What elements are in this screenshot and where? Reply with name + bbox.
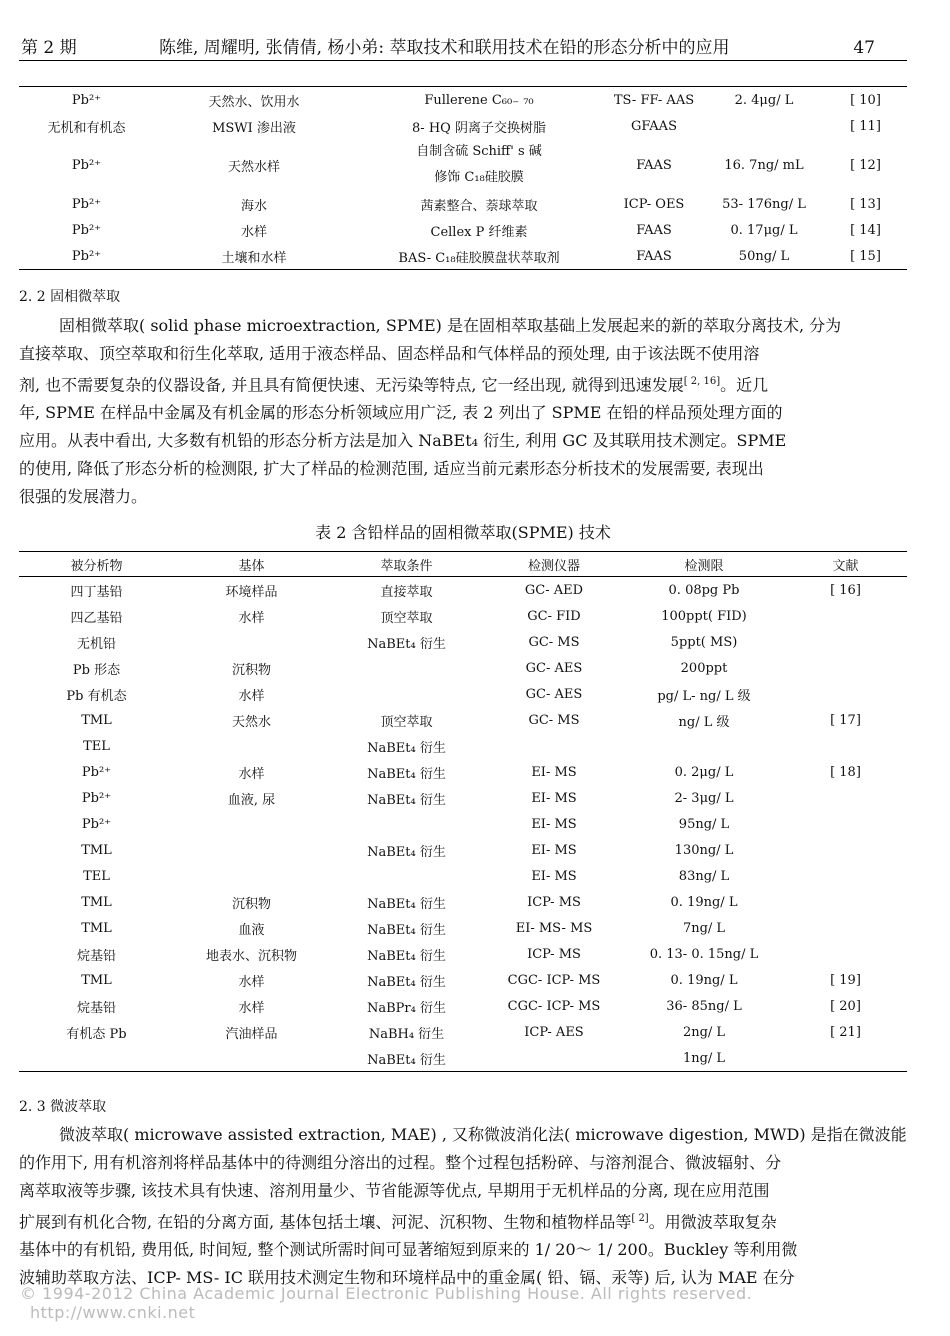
table-cell bbox=[329, 811, 484, 837]
table-cell: 海水 bbox=[240, 198, 267, 214]
paragraph-text: 。近几 bbox=[720, 375, 769, 395]
table-cell: TML bbox=[81, 712, 112, 728]
paragraph-text: 扩展到有机化合物, 在铅的分离方面, 基体包括土壤、河泥、沉积物、生物和植物样品等 bbox=[19, 1212, 632, 1232]
table-cell bbox=[784, 785, 907, 811]
table1-row bbox=[19, 191, 907, 217]
table-cell: 沉积物 bbox=[231, 896, 271, 912]
table2 bbox=[19, 551, 907, 1072]
column-header: 基体 bbox=[174, 552, 329, 577]
table2-row bbox=[19, 681, 907, 707]
table-cell: ICP- OES bbox=[623, 196, 685, 212]
table-cell: 8- HQ 阴离子交换树脂 bbox=[412, 120, 546, 136]
table-cell: 土壤和水样 bbox=[221, 250, 287, 266]
table-cell bbox=[784, 811, 907, 837]
paragraph-line: 基体中的有机铅, 费用低, 时间短, 整个测试所需时间可显著缩短到原来的 1/ 20～ 1/ 200。Buckley 等利用微 bbox=[19, 1240, 798, 1260]
table-cell: ICP- MS bbox=[527, 946, 581, 962]
table-cell: 水样 bbox=[238, 688, 265, 704]
paragraph-line: 的作用下, 用有机溶剂将样品基体中的待测组分溶出的过程。整个过程包括粉碎、与溶剂混合、微波辐射、分 bbox=[19, 1153, 782, 1172]
table-cell: EI- MS bbox=[531, 842, 577, 858]
table-cell: ICP- MS bbox=[527, 894, 581, 910]
table-cell: NaBEt₄ 衍生 bbox=[367, 740, 446, 756]
table-cell: CGC- ICP- MS bbox=[507, 998, 601, 1014]
table-cell: pg/ L- ng/ L 级 bbox=[657, 688, 751, 704]
table2-row bbox=[19, 863, 907, 889]
table-cell: 水样 bbox=[240, 224, 267, 240]
table-cell: 水样 bbox=[238, 974, 265, 990]
table-cell: 直接萃取 bbox=[380, 584, 433, 600]
table-cell: 5ppt( MS) bbox=[670, 634, 738, 650]
citation-superscript: [ 2] bbox=[631, 1213, 649, 1224]
table-cell bbox=[784, 681, 907, 707]
table2-caption: 表 2 含铅样品的固相微萃取(SPME) 技术 bbox=[315, 523, 611, 542]
table-cell: 顶空萃取 bbox=[380, 714, 433, 730]
paragraph-text: 。用微波萃取复杂 bbox=[648, 1212, 777, 1232]
paragraph-text: 剂, 也不需要复杂的仪器设备, 并且具有简便快速、无污染等特点, 它一经出现, 就得到迅速发展 bbox=[19, 375, 684, 395]
table-cell: Pb²⁺ bbox=[81, 790, 112, 806]
table2-row bbox=[19, 1019, 907, 1045]
table-cell: Pb²⁺ bbox=[71, 222, 102, 238]
table-cell: 83ng/ L bbox=[678, 868, 730, 884]
table2-row bbox=[19, 915, 907, 941]
table-cell: TML bbox=[81, 972, 112, 988]
table-cell: NaBEt₄ 衍生 bbox=[367, 974, 446, 990]
copyright-text: © 1994-2012 China Academic Journal Electronic Publishing House. All rights reserved. bbox=[20, 1284, 753, 1303]
table-cell: NaBEt₄ 衍生 bbox=[367, 1052, 446, 1068]
table2-row bbox=[19, 941, 907, 967]
table-cell: Pb²⁺ bbox=[71, 196, 102, 212]
paragraph-line: 年, SPME 在样品中金属及有机金属的形态分析领域应用广泛, 表 2 列出了 SPME 在铅的样品预处理方面的 bbox=[19, 403, 783, 423]
table-cell bbox=[784, 1045, 907, 1072]
table-cell: Pb²⁺ bbox=[71, 248, 102, 264]
issue-label: 第 2 期 bbox=[21, 38, 77, 58]
table-cell bbox=[174, 811, 329, 837]
section-2-2-heading: 2. 2 固相微萃取 bbox=[19, 289, 121, 305]
paragraph-line bbox=[19, 1205, 907, 1236]
table-cell bbox=[784, 915, 907, 941]
table-cell: CGC- ICP- MS bbox=[507, 972, 601, 988]
table-cell: NaBEt₄ 衍生 bbox=[367, 636, 446, 652]
table2-row bbox=[19, 967, 907, 993]
table-cell: 自制含硫 Schiff' s 碱 修饰 C₁₈硅胶膜 bbox=[416, 144, 542, 185]
table-cell: NaBEt₄ 衍生 bbox=[367, 792, 446, 808]
table-cell: 水样 bbox=[238, 1000, 265, 1016]
table-cell: 天然水、饮用水 bbox=[208, 94, 300, 110]
table-cell bbox=[329, 863, 484, 889]
table-cell: GC- AES bbox=[525, 660, 583, 676]
table-cell: 53- 176ng/ L bbox=[722, 196, 806, 212]
table1-continued bbox=[19, 86, 907, 270]
table-cell: 0. 19ng/ L bbox=[670, 972, 738, 988]
table-cell: 水样 bbox=[238, 766, 265, 782]
table-cell: 0. 17μg/ L bbox=[730, 222, 798, 238]
cnki-url: http://www.cnki.net bbox=[30, 1303, 196, 1322]
table-cell: [ 10] bbox=[850, 92, 881, 108]
table-cell: 环境样品 bbox=[225, 584, 278, 600]
table-cell: NaBEt₄ 衍生 bbox=[367, 922, 446, 938]
section-2-3-body bbox=[19, 1121, 907, 1292]
table-cell bbox=[174, 629, 329, 655]
section-2-3-heading: 2. 3 微波萃取 bbox=[19, 1099, 107, 1115]
column-header: 萃取条件 bbox=[329, 552, 484, 577]
table-cell: FAAS bbox=[636, 222, 672, 238]
column-header: 文献 bbox=[784, 552, 907, 577]
paragraph-line: 很强的发展潜力。 bbox=[19, 487, 148, 507]
table-cell: Fullerene C₆₀₋ ₇₀ bbox=[424, 92, 534, 108]
table2-row bbox=[19, 577, 907, 604]
table-cell bbox=[329, 681, 484, 707]
table-cell: Pb²⁺ bbox=[71, 92, 102, 108]
table-cell: TEL bbox=[83, 738, 110, 754]
paragraph-line: 微波萃取( microwave assisted extraction, MAE) , 又称微波消化法( microwave digestion, MWD) 是指在微波能 bbox=[59, 1125, 907, 1144]
table-cell: Pb 有机态 bbox=[66, 688, 127, 704]
table-cell: 16. 7ng/ mL bbox=[724, 157, 804, 173]
table2-header-row bbox=[19, 552, 907, 577]
table-cell: 四丁基铅 bbox=[70, 584, 123, 600]
table-cell: 100ppt( FID) bbox=[661, 608, 747, 624]
table-cell bbox=[174, 733, 329, 759]
table-cell: 天然水 bbox=[231, 714, 271, 730]
table-cell bbox=[174, 863, 329, 889]
paragraph-line: 直接萃取、顶空萃取和衍生化萃取, 适用于液态样品、固态样品和气体样品的预处理, 由于该法既不使用溶 bbox=[19, 344, 760, 363]
table2-row bbox=[19, 603, 907, 629]
table-cell bbox=[784, 889, 907, 915]
table-cell bbox=[484, 1045, 624, 1072]
table-cell: GC- MS bbox=[528, 634, 580, 650]
table-cell: EI- MS bbox=[531, 764, 577, 780]
table-cell: [ 11] bbox=[850, 118, 881, 134]
table-cell: [ 13] bbox=[850, 196, 881, 212]
table-cell: 200ppt bbox=[680, 660, 728, 676]
table-cell: 地表水、沉积物 bbox=[205, 948, 297, 964]
table-cell: NaBH₄ 衍生 bbox=[368, 1026, 445, 1042]
table-cell: TML bbox=[81, 894, 112, 910]
table-cell bbox=[784, 629, 907, 655]
table-cell: ICP- AES bbox=[524, 1024, 584, 1040]
section-2-2-body bbox=[19, 312, 907, 511]
table-cell: 36- 85ng/ L bbox=[666, 998, 742, 1014]
table-cell: EI- MS- MS bbox=[515, 920, 593, 936]
paragraph-line bbox=[19, 368, 907, 399]
table-cell: TEL bbox=[83, 868, 110, 884]
table-cell: 2- 3μg/ L bbox=[674, 790, 734, 806]
table-cell: 0. 08pg Pb bbox=[668, 582, 740, 598]
table-cell: 7ng/ L bbox=[682, 920, 726, 936]
table2-row bbox=[19, 889, 907, 915]
table-cell: [ 20] bbox=[830, 998, 861, 1014]
table-cell: [ 15] bbox=[850, 248, 881, 264]
paragraph-line: 应用。从表中看出, 大多数有机铅的形态分析方法是加入 NaBEt₄ 衍生, 利用 GC 及其联用技术测定。SPME bbox=[19, 431, 787, 451]
table-cell bbox=[784, 941, 907, 967]
table-cell: [ 16] bbox=[830, 582, 861, 598]
table-cell: 血液, 尿 bbox=[227, 792, 276, 808]
table-cell: NaBEt₄ 衍生 bbox=[367, 948, 446, 964]
table-cell bbox=[784, 733, 907, 759]
table-cell: 无机和有机态 bbox=[47, 120, 126, 136]
table-cell: TML bbox=[81, 842, 112, 858]
table-cell: EI- MS bbox=[531, 816, 577, 832]
column-header: 检测限 bbox=[624, 552, 784, 577]
table-cell bbox=[784, 655, 907, 681]
table-cell: GC- MS bbox=[528, 712, 580, 728]
table-cell: 烷基铅 bbox=[76, 948, 116, 964]
table-cell: 血液 bbox=[238, 922, 265, 938]
table-cell bbox=[624, 733, 784, 759]
table-cell: EI- MS bbox=[531, 868, 577, 884]
table-cell: Pb²⁺ bbox=[81, 816, 112, 832]
table2-row bbox=[19, 759, 907, 785]
table-cell: ng/ L 级 bbox=[678, 714, 730, 730]
table-cell: MSWI 渗出液 bbox=[212, 120, 296, 136]
table1-row bbox=[19, 139, 907, 191]
table-cell: [ 17] bbox=[830, 712, 861, 728]
table-cell bbox=[19, 1045, 174, 1072]
table-cell: 130ng/ L bbox=[674, 842, 734, 858]
table-cell bbox=[704, 113, 824, 139]
table-cell: 水样 bbox=[238, 610, 265, 626]
table-cell: GC- AES bbox=[525, 686, 583, 702]
table-cell bbox=[174, 1045, 329, 1072]
table-cell: 汽油样品 bbox=[225, 1026, 278, 1042]
table-cell: Pb²⁺ bbox=[71, 157, 102, 173]
table-cell: 茜素整合、萘球萃取 bbox=[420, 198, 538, 214]
table-cell: 天然水样 bbox=[227, 159, 280, 175]
table-cell: [ 19] bbox=[830, 972, 861, 988]
table-cell: 烷基铅 bbox=[76, 1000, 116, 1016]
table-cell: EI- MS bbox=[531, 790, 577, 806]
table-cell: 顶空萃取 bbox=[380, 610, 433, 626]
table-cell: TML bbox=[81, 920, 112, 936]
paragraph-line: 固相微萃取( solid phase microextraction, SPME) 是在固相萃取基础上发展起来的新的萃取分离技术, 分为 bbox=[59, 316, 842, 335]
table-cell: 1ng/ L bbox=[682, 1050, 726, 1066]
table-cell: [ 21] bbox=[830, 1024, 861, 1040]
table-cell: 0. 13- 0. 15ng/ L bbox=[649, 946, 759, 962]
running-header bbox=[19, 36, 907, 61]
table-cell: NaBEt₄ 衍生 bbox=[367, 844, 446, 860]
table-cell: 无机铅 bbox=[76, 636, 116, 652]
table2-row bbox=[19, 785, 907, 811]
table-cell: [ 18] bbox=[830, 764, 861, 780]
table-cell: 2. 4μg/ L bbox=[734, 92, 794, 108]
table-cell: 2ng/ L bbox=[682, 1024, 726, 1040]
table-cell: [ 14] bbox=[850, 222, 881, 238]
paragraph-line: 波辅助萃取方法、ICP- MS- IC 联用技术测定生物和环境样品中的重金属( 铅、镉、汞等) 后, 认为 MAE 在分 bbox=[19, 1268, 795, 1288]
table-cell: GFAAS bbox=[631, 118, 677, 134]
table2-row bbox=[19, 733, 907, 759]
table-cell bbox=[784, 863, 907, 889]
table-cell: FAAS bbox=[636, 157, 672, 173]
table-cell: 0. 2μg/ L bbox=[674, 764, 734, 780]
table-cell bbox=[484, 733, 624, 759]
table2-row bbox=[19, 837, 907, 863]
table-cell: BAS- C₁₈硅胶膜盘状萃取剂 bbox=[398, 250, 560, 266]
table-cell: Cellex P 纤维素 bbox=[430, 224, 528, 240]
table2-row bbox=[19, 655, 907, 681]
table-cell: NaBPr₄ 衍生 bbox=[367, 1000, 446, 1016]
table-cell: 50ng/ L bbox=[738, 248, 790, 264]
table-cell: NaBEt₄ 衍生 bbox=[367, 896, 446, 912]
paragraph-line: 离萃取液等步骤, 该技术具有快速、溶剂用量少、节省能源等优点, 早期用于无机样品的分离, 现在应用范围 bbox=[19, 1181, 770, 1200]
table-cell: 95ng/ L bbox=[678, 816, 730, 832]
table-cell: TS- FF- AAS bbox=[613, 92, 695, 108]
table1-row bbox=[19, 113, 907, 139]
citation-superscript: [ 2, 16] bbox=[683, 376, 721, 387]
table2-row bbox=[19, 993, 907, 1019]
table-cell bbox=[174, 837, 329, 863]
table-cell bbox=[784, 603, 907, 629]
table2-row bbox=[19, 629, 907, 655]
table1-row bbox=[19, 243, 907, 270]
table-cell bbox=[784, 837, 907, 863]
table2-row bbox=[19, 1045, 907, 1072]
page-number: 47 bbox=[853, 38, 875, 58]
table-cell: Pb²⁺ bbox=[81, 764, 112, 780]
table-cell: FAAS bbox=[636, 248, 672, 264]
table-cell: NaBEt₄ 衍生 bbox=[367, 766, 446, 782]
table1-row bbox=[19, 87, 907, 114]
table-cell: GC- AED bbox=[524, 582, 584, 598]
paragraph-line: 的使用, 降低了形态分析的检测限, 扩大了样品的检测范围, 适应当前元素形态分析技术的发展需要, 表现出 bbox=[19, 459, 764, 479]
table-cell: 四乙基铅 bbox=[70, 610, 123, 626]
table2-row bbox=[19, 707, 907, 733]
table2-row bbox=[19, 811, 907, 837]
copyright-watermark bbox=[20, 1284, 920, 1322]
article-title: 陈维, 周耀明, 张倩倩, 杨小弟: 萃取技术和联用技术在铅的形态分析中的应用 bbox=[159, 38, 730, 58]
table-cell: 沉积物 bbox=[231, 662, 271, 678]
table1-row bbox=[19, 217, 907, 243]
table-cell: [ 12] bbox=[850, 157, 881, 173]
table-cell bbox=[329, 655, 484, 681]
table-cell: 有机态 Pb bbox=[66, 1026, 127, 1042]
table-cell: 0. 19ng/ L bbox=[670, 894, 738, 910]
column-header: 检测仪器 bbox=[484, 552, 624, 577]
table-cell: Pb 形态 bbox=[72, 662, 121, 678]
table-cell: GC- FID bbox=[527, 608, 581, 624]
column-header: 被分析物 bbox=[19, 552, 174, 577]
